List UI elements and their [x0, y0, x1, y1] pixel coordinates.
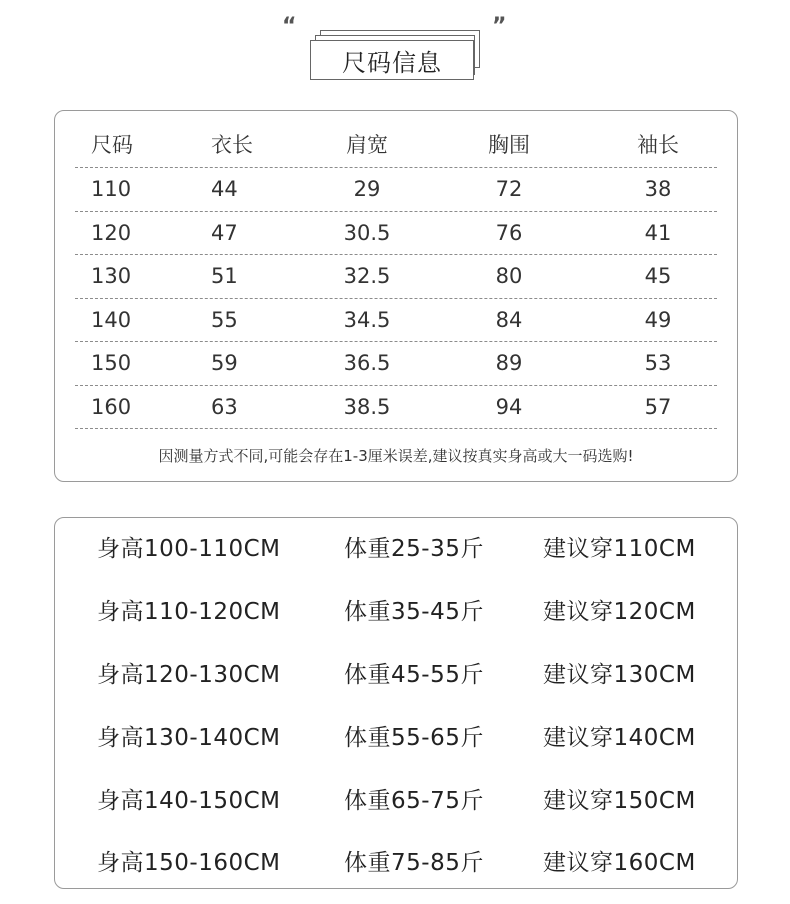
cell-length: 47 [211, 220, 238, 245]
cell-size: 120 [91, 220, 132, 245]
suggested-size: 建议穿120CM [543, 599, 696, 625]
table-row [75, 386, 717, 430]
cell-chest: 94 [495, 394, 523, 419]
height-range: 身高130-140CM [97, 725, 281, 751]
cell-chest: 89 [495, 351, 523, 376]
table-header-row [75, 121, 717, 168]
cell-chest: 72 [495, 177, 523, 202]
recommendation-row [55, 593, 737, 633]
table-row [75, 255, 717, 299]
cell-shoulder: 29 [353, 177, 381, 202]
size-recommendation-card [54, 517, 738, 889]
weight-range: 体重75-85斤 [344, 850, 484, 876]
cell-size: 150 [91, 351, 132, 376]
cell-chest: 80 [495, 264, 523, 289]
suggested-size: 建议穿140CM [543, 725, 696, 751]
weight-range: 体重25-35斤 [344, 536, 484, 562]
height-range: 身高150-160CM [97, 850, 281, 876]
header-size: 尺码 [91, 133, 133, 157]
header-shoulder: 肩宽 [346, 133, 388, 157]
table-row [75, 342, 717, 386]
suggested-size: 建议穿110CM [543, 536, 696, 562]
cell-length: 44 [211, 177, 238, 202]
measurement-note: 因测量方式不同,可能会存在1-3厘米误差,建议按真实身高或大一码选购! [158, 447, 634, 465]
table-row [75, 299, 717, 343]
cell-length: 55 [211, 307, 238, 332]
weight-range: 体重65-75斤 [344, 788, 484, 814]
cell-shoulder: 32.5 [343, 264, 391, 289]
title-label: 尺码信息 [310, 40, 474, 80]
weight-range: 体重55-65斤 [344, 725, 484, 751]
cell-sleeve: 41 [644, 220, 672, 245]
cell-sleeve: 53 [644, 351, 672, 376]
cell-length: 51 [211, 264, 238, 289]
cell-size: 110 [91, 177, 132, 202]
section-title [282, 16, 508, 88]
weight-range: 体重35-45斤 [344, 599, 484, 625]
cell-shoulder: 36.5 [343, 351, 391, 376]
cell-chest: 84 [495, 307, 523, 332]
cell-size: 140 [91, 307, 132, 332]
recommendation-row [55, 719, 737, 759]
cell-sleeve: 49 [644, 307, 672, 332]
suggested-size: 建议穿160CM [543, 850, 696, 876]
cell-size: 160 [91, 394, 132, 419]
weight-range: 体重45-55斤 [344, 662, 484, 688]
recommendation-row [55, 782, 737, 822]
cell-sleeve: 45 [644, 264, 672, 289]
recommendation-row [55, 656, 737, 696]
close-quote-mark: ” [492, 14, 507, 39]
header-sleeve: 袖长 [637, 133, 679, 157]
cell-sleeve: 38 [644, 177, 672, 202]
cell-length: 59 [211, 351, 238, 376]
height-range: 身高100-110CM [97, 536, 281, 562]
header-length: 衣长 [211, 133, 253, 157]
height-range: 身高140-150CM [97, 788, 281, 814]
recommendation-row [55, 530, 737, 570]
table-row [75, 212, 717, 256]
size-table [75, 121, 717, 429]
height-range: 身高120-130CM [97, 662, 281, 688]
suggested-size: 建议穿150CM [543, 788, 696, 814]
cell-chest: 76 [495, 220, 523, 245]
open-quote-mark: “ [282, 14, 297, 39]
table-row [75, 168, 717, 212]
cell-shoulder: 34.5 [343, 307, 391, 332]
suggested-size: 建议穿130CM [543, 662, 696, 688]
cell-length: 63 [211, 394, 238, 419]
cell-sleeve: 57 [644, 394, 672, 419]
cell-size: 130 [91, 264, 132, 289]
height-range: 身高110-120CM [97, 599, 281, 625]
size-table-card [54, 110, 738, 482]
recommendation-row [55, 844, 737, 884]
cell-shoulder: 38.5 [343, 394, 391, 419]
table-body [75, 168, 717, 429]
cell-shoulder: 30.5 [343, 220, 391, 245]
header-chest: 胸围 [488, 133, 530, 157]
